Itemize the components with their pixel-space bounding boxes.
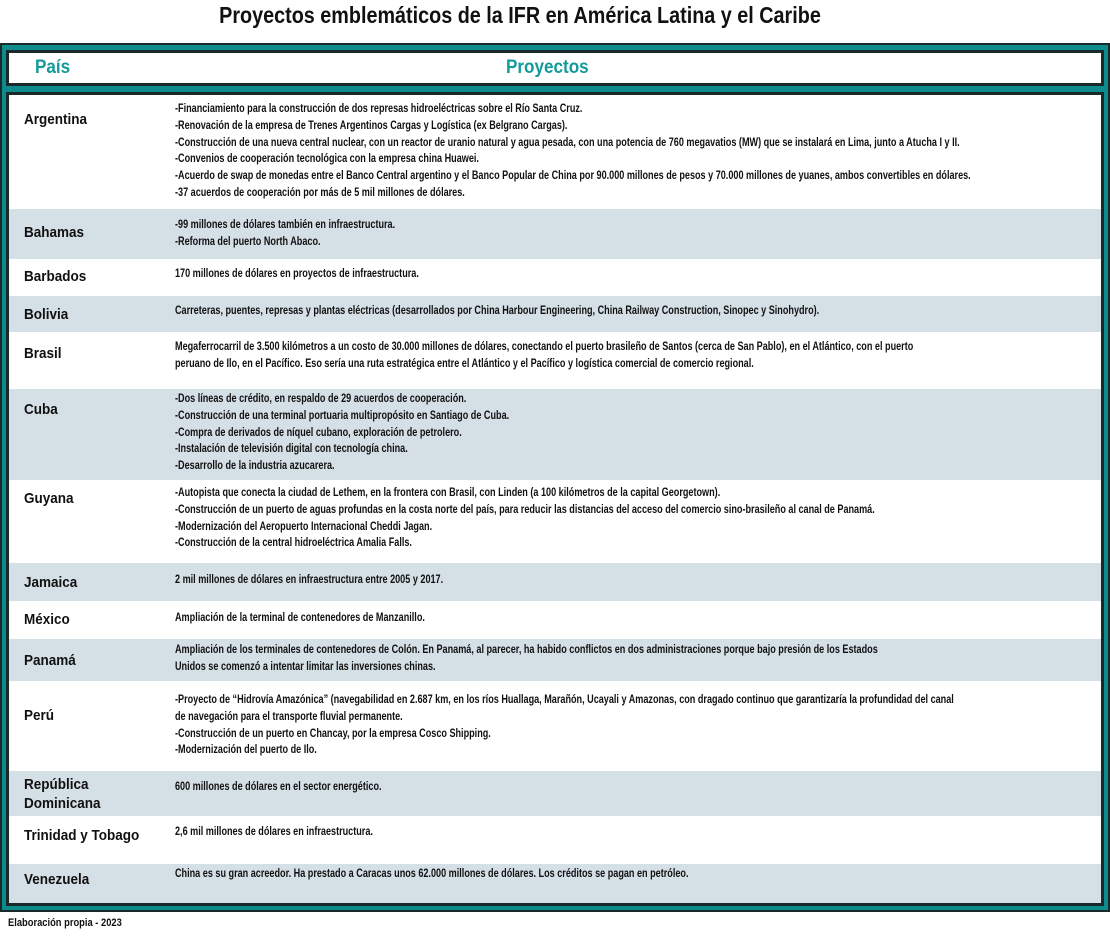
project-line: -Modernización del Aeropuerto Internacional Cheddi Jagan. [175,520,433,533]
project-line: Megaferrocarril de 3.500 kilómetros a un costo de 30.000 millones de dólares, conectando el puerto brasileño de Santos (cerca de San Pablo), en el Atlántico, con el puerto [175,341,914,353]
project-list [175,485,1091,552]
table-row [9,209,1101,259]
country-name: Venezuela [24,871,90,888]
table-row [9,639,1101,681]
country-name: Panamá [24,652,76,669]
project-line: -99 millones de dólares también en infraestructura. [175,219,396,231]
country-name: Trinidad y Tobago [24,827,140,844]
country-name: Bolivia [24,306,69,323]
project-list [175,610,1091,627]
country-name: México [24,611,70,628]
project-list [175,339,1091,373]
country-name: Barbados [24,268,87,285]
project-line: Ampliación de la terminal de contenedores de Manzanillo. [175,612,425,624]
project-list [175,101,1091,202]
table-row [9,771,1101,816]
project-line: Carreteras, puentes, represas y plantas eléctricas (desarrollados por China Harbour Engineering, China Railway Construction, Sinopec y Sinohydro). [175,305,820,317]
table-row [9,296,1101,332]
project-list [175,217,1091,251]
project-list [175,824,1091,841]
project-line: -Proyecto de “Hidrovía Amazónica” (navegabilidad en 2.687 km, en los ríos Huallaga, Marañón, Ucayali y Amazonas, con dragado continuo que garantizaría la profundidad del canal [175,694,954,706]
table-row [9,681,1101,771]
table-row [9,480,1101,563]
project-line: -Acuerdo de swap de monedas entre el Banco Central argentino y el Banco Popular de China por 90.000 millones de pesos y 70.000 millones de yuanes, ambos convertibles en dólares. [175,170,971,183]
project-line: de navegación para el transporte fluvial permanente. [175,710,403,723]
table-row [9,601,1101,639]
project-list [175,303,1091,320]
country-name: República Dominicana [24,776,101,812]
column-header-country: País [35,57,71,78]
project-list [175,642,1091,676]
project-line: -Modernización del puerto de Ilo. [175,744,317,757]
project-line: -37 acuerdos de cooperación por más de 5 mil millones de dólares. [175,186,465,199]
project-line: -Construcción de una terminal portuaria multipropósito en Santiago de Cuba. [175,409,510,422]
project-line: -Convenios de cooperación tecnológica con la empresa china Huawei. [175,153,479,166]
country-name: Jamaica [24,574,78,591]
project-line: -Construcción de un puerto en Chancay, por la empresa Cosco Shipping. [175,727,491,740]
table-header [6,50,1104,86]
table-row [9,816,1101,864]
column-header-projects: Proyectos [506,57,589,78]
project-list [175,391,1091,475]
project-line: -Construcción de un puerto de aguas profundas en la costa norte del país, para reducir las distancias del acceso del comercio sino-brasileño al canal de Panamá. [175,503,875,516]
country-name: Cuba [24,401,58,418]
table-row [9,259,1101,296]
project-list [175,866,1091,883]
project-line: -Renovación de la empresa de Trenes Argentinos Cargas y Logística (ex Belgrano Cargas). [175,119,568,132]
table-frame [0,43,1110,912]
project-line: -Dos líneas de crédito, en respaldo de 29 acuerdos de cooperación. [175,393,467,405]
table-row [9,389,1101,480]
project-line: 600 millones de dólares en el sector energético. [175,781,382,793]
table-row [9,563,1101,601]
country-name: Perú [24,707,55,724]
project-line: 2 mil millones de dólares en infraestructura entre 2005 y 2017. [175,574,444,586]
project-line: -Construcción de la central hidroeléctrica Amalia Falls. [175,537,412,550]
project-line: -Desarrollo de la industria azucarera. [175,460,335,473]
project-line: -Instalación de televisión digital con tecnología china. [175,443,408,456]
project-list [175,779,1091,796]
country-name: Brasil [24,345,62,362]
table-row [9,864,1101,906]
project-line: peruano de Ilo, en el Pacífico. Eso sería una ruta estratégica entre el Atlántico y el Pacífico y logística comercial de comercio regional. [175,357,754,370]
project-line: China es su gran acreedor. Ha prestado a Caracas unos 62.000 millones de dólares. Los créditos se pagan en petróleo. [175,868,689,880]
project-line: 170 millones de dólares en proyectos de infraestructura. [175,268,419,280]
project-list [175,692,1091,759]
project-line: 2,6 mil millones de dólares en infraestructura. [175,826,373,838]
table-body [6,92,1104,906]
country-name: Argentina [24,111,88,128]
page-title: Proyectos emblemáticos de la IFR en América Latina y el Caribe [219,2,821,28]
country-name: Bahamas [24,224,85,241]
footer-note: Elaboración propia - 2023 [8,917,122,929]
table-row [9,95,1101,209]
table-row [9,332,1101,389]
project-line: Unidos se comenzó a intentar limitar las inversiones chinas. [175,660,436,673]
country-name: Guyana [24,490,74,507]
project-line: -Autopista que conecta la ciudad de Lethem, en la frontera con Brasil, con Linden (a 100 kilómetros de la capital Georgetown). [175,487,721,499]
project-line: -Reforma del puerto North Abaco. [175,235,321,248]
project-list [175,572,1091,589]
project-line: Ampliación de los terminales de contenedores de Colón. En Panamá, al parecer, ha habido conflictos en dos administraciones porque bajo presión de los Estados [175,644,878,656]
project-line: -Construcción de una nueva central nuclear, con un reactor de uranio natural y agua pesada, con una potencia de 760 megavatios (MW) que se instalará en Lima, junto a Atucha I y II. [175,136,960,149]
project-line: -Financiamiento para la construcción de dos represas hidroeléctricas sobre el Río Santa Cruz. [175,103,583,115]
project-list [175,266,1091,283]
project-line: -Compra de derivados de níquel cubano, exploración de petrolero. [175,426,462,439]
